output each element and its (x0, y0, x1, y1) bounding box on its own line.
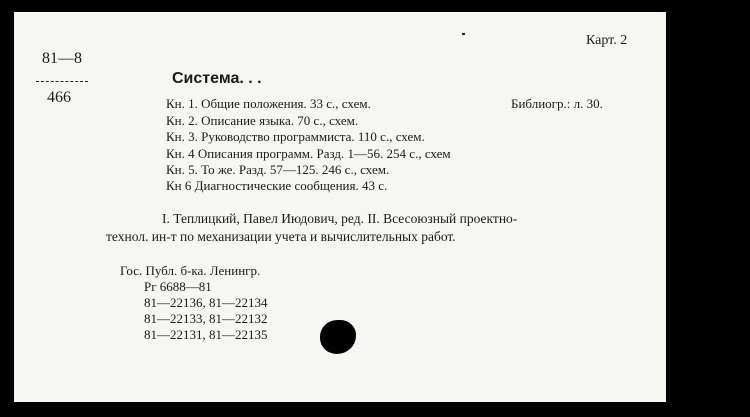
volume-line: Кн. 2. Описание языка. 70 с., схем. (166, 113, 359, 128)
bibliography-note: Библиогр.: л. 30. (511, 96, 603, 111)
call-number-top: 81—8 (42, 50, 82, 67)
ink-blot (320, 320, 356, 354)
accession-code: 81—22133, 81—22132 (144, 311, 268, 326)
library-name: Гос. Публ. б-ка. Ленингр. (120, 263, 261, 278)
card-title: Система. . . (172, 70, 262, 87)
card-number: Карт. 2 (586, 33, 628, 48)
accession-code: 81—22131, 81—22135 (144, 327, 268, 342)
accession-code: 81—22136, 81—22134 (144, 295, 268, 310)
volume-line: Кн. 4 Описания программ. Разд. 1—56. 254 с., схем (166, 146, 451, 161)
catalog-card (14, 12, 666, 402)
tracing-line-2: технол. ин-т по механизации учета и вычислительных работ. (106, 229, 456, 244)
volume-line: Кн. 1. Общие положения. 33 с., схем. (166, 96, 371, 111)
call-number-rule (36, 81, 88, 82)
volume-line: Кн. 5. То же. Разд. 57—125. 246 с., схем. (166, 162, 390, 177)
call-number-bottom: 466 (47, 89, 71, 106)
volume-line: Кн 6 Диагностические сообщения. 43 с. (166, 178, 388, 193)
accession-code: Рг 6688—81 (144, 279, 212, 294)
tracing-line-1: I. Теплицкий, Павел Июдович, ред. II. Всесоюзный проектно- (162, 211, 518, 226)
print-speck (462, 33, 465, 35)
volume-line: Кн. 3. Руководство программиста. 110 с., схем. (166, 129, 425, 144)
